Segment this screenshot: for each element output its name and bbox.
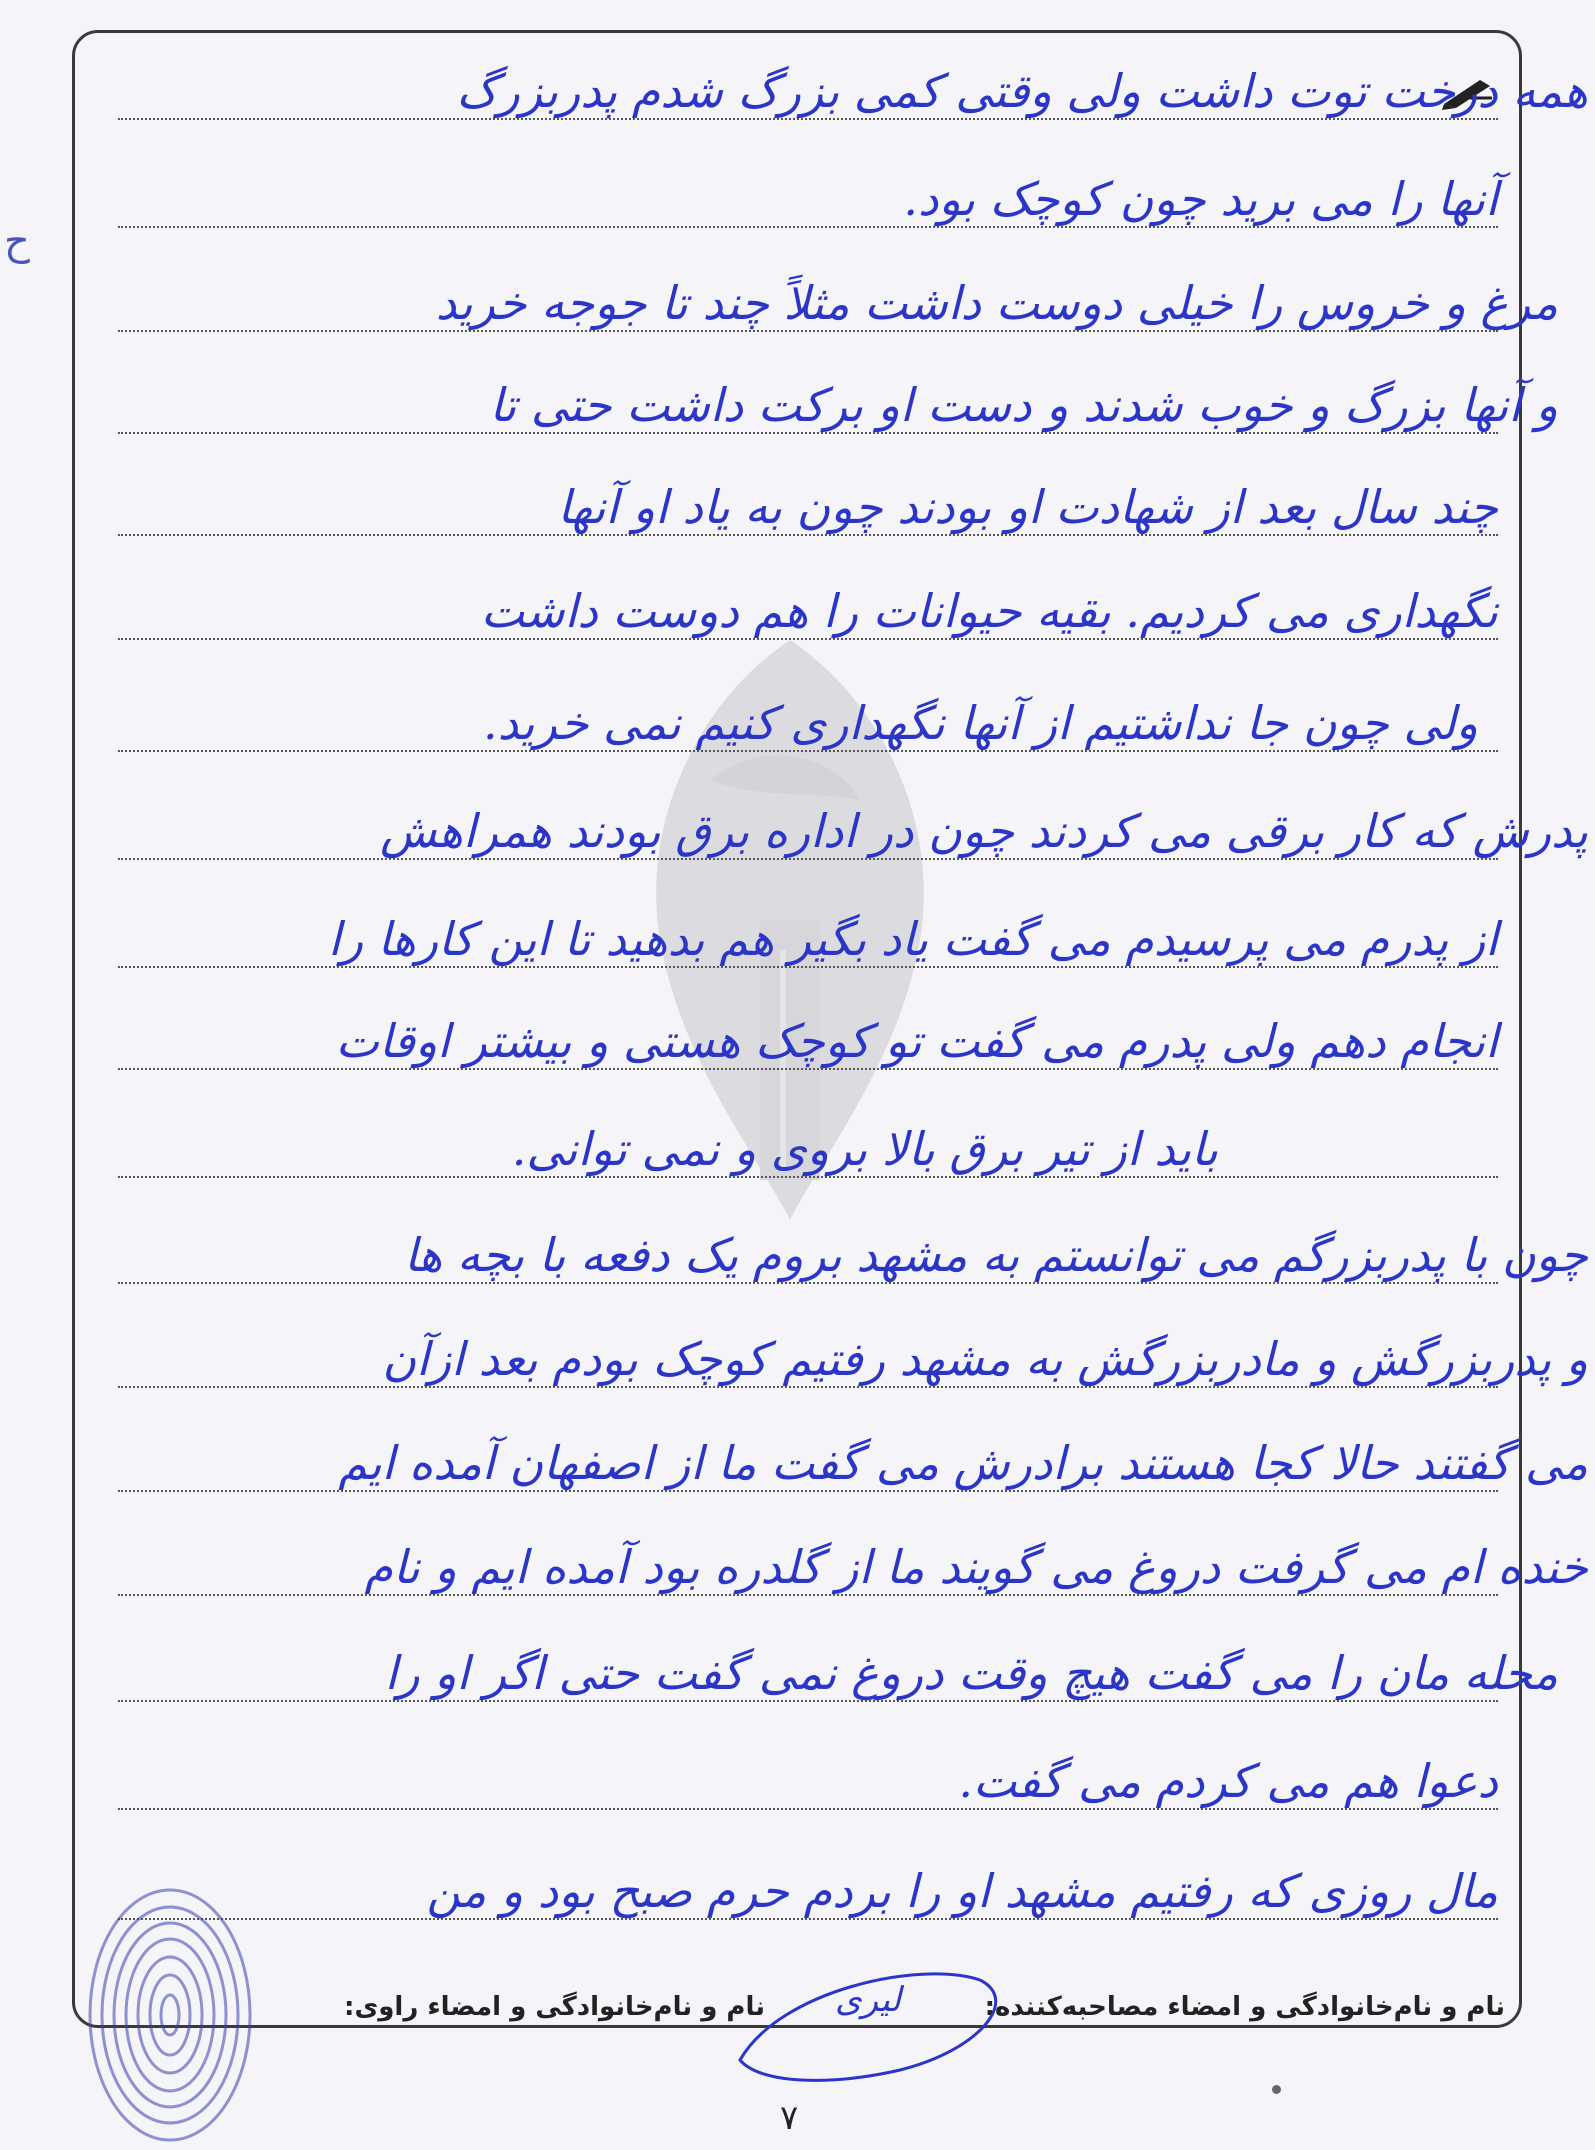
text-line (118, 1540, 1588, 1596)
handwritten-text: مرغ و خروس را خیلی دوست داشت مثلاً چند تا جوجه خرید (435, 276, 1558, 330)
interviewer-signature-label: نام و نام‌خانوادگی و امضاء مصاحبه‌کننده: (984, 1992, 1505, 2022)
handwritten-text: می گفتند حالا کجا هستند برادرش می گفت ما از اصفهان آمده ایم (338, 1436, 1588, 1490)
handwritten-text: دعوا هم می کردم می گفت. (958, 1754, 1498, 1808)
text-line (118, 1864, 1498, 1920)
text-line (118, 64, 1588, 120)
text-line (118, 1332, 1588, 1388)
text-line (118, 1436, 1588, 1492)
handwritten-text: پدرش که کار برقی می کردند چون در اداره برق بودند همراهش (380, 804, 1588, 858)
handwritten-text: آنها را می برید چون کوچک بود. (903, 172, 1498, 226)
text-line (118, 1646, 1558, 1702)
text-line (118, 276, 1558, 332)
text-line (118, 378, 1558, 434)
text-line (118, 1122, 1498, 1178)
handwritten-text: از پدرم می پرسیدم می گفت یاد بگیر هم بدهید تا این کارها را (328, 912, 1498, 966)
handwritten-text: محله مان را می گفت هیچ وقت دروغ نمی گفت حتی اگر او را (384, 1646, 1558, 1700)
text-line (118, 1228, 1588, 1284)
margin-mark: ح (4, 218, 30, 264)
ink-dot (1272, 2085, 1281, 2094)
text-line (118, 584, 1498, 640)
handwritten-text: مال روزی که رفتیم مشهد او را بردم حرم صبح بود و من (426, 1864, 1498, 1918)
page-number: ۷ (780, 2098, 799, 2138)
signature-loop (720, 1950, 1020, 2090)
handwritten-text: همه درخت توت داشت ولی وقتی کمی بزرگ شدم پدربزرگ (456, 64, 1588, 118)
text-line (118, 480, 1498, 536)
text-line (118, 696, 1498, 752)
text-line (118, 1754, 1498, 1810)
fingerprint-stamp (80, 1880, 260, 2150)
text-line (118, 804, 1588, 860)
narrator-signature-label: نام و نام‌خانوادگی و امضاء راوی: (344, 1992, 765, 2022)
handwritten-text: خنده ام می گرفت دروغ می گویند ما از گلدره بود آمده ایم و نام (364, 1540, 1588, 1594)
handwritten-text: نگهداری می کردیم. بقیه حیوانات را هم دوست داشت (480, 584, 1498, 638)
handwritten-text: باید از تیر برق بالا بروی و نمی توانی. (511, 1122, 1218, 1176)
text-line (118, 1014, 1498, 1070)
handwritten-text: چند سال بعد از شهادت او بودند چون به یاد او آنها (557, 480, 1498, 534)
text-line (118, 912, 1498, 968)
handwritten-text: و آنها بزرگ و خوب شدند و دست او برکت داشت حتی تا (489, 378, 1558, 432)
text-line (118, 172, 1498, 228)
interviewer-signature: لیری (835, 1980, 901, 2020)
handwritten-text: انجام دهم ولی پدرم می گفت تو کوچک هستی و بیشتر اوقات (335, 1014, 1498, 1068)
handwritten-text: چون با پدربزرگم می توانستم به مشهد بروم یک دفعه با بچه ها (404, 1228, 1588, 1282)
handwritten-text: ولی چون جا نداشتیم از آنها نگهداری کنیم نمی خرید. (483, 696, 1478, 750)
handwritten-text: و پدربزرگش و مادربزرگش به مشهد رفتیم کوچک بودم بعد ازآن (382, 1332, 1588, 1386)
